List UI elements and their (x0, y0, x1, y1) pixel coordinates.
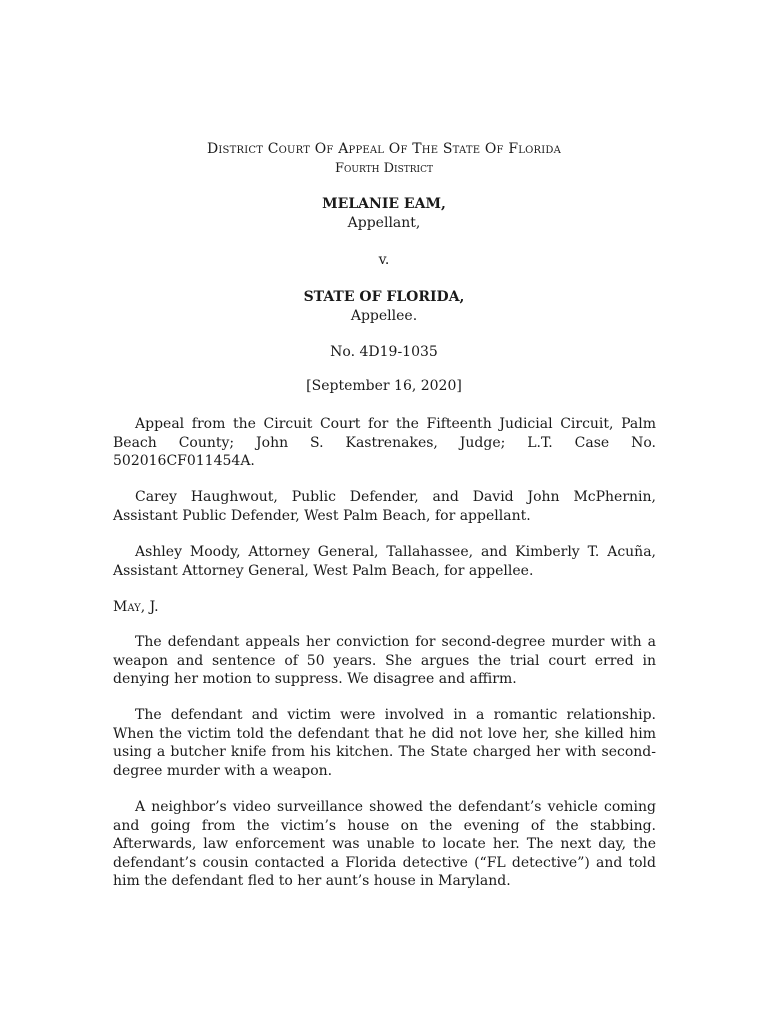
appellee-name: STATE OF FLORIDA, (303, 289, 465, 305)
counsel-appellee: Ashley Moody, Attorney General, Tallahassee, and Kimberly T. Acuña, Assistant Attorney General, West Palm Beach, for appellee. (113, 544, 656, 579)
opinion-author: May, J. (113, 599, 159, 615)
appellant-role: Appellant, (347, 215, 421, 231)
counsel-appellant: Carey Haughwout, Public Defender, and David John McPhernin, Assistant Public Defender, West Palm Beach, for appellant. (113, 489, 656, 524)
opinion-paragraph-3: A neighbor’s video surveillance showed the defendant’s vehicle coming and going from the victim’s house on the evening of the stabbing. Afterwards, law enforcement was unable to locate her. The next day, the defendant’s cousin contacted a Florida detective (“FL detective”) and told him the defendant fled to her aunt’s house in Maryland. (113, 799, 656, 889)
case-number: No. 4D19-1035 (330, 344, 438, 360)
decision-date: [September 16, 2020] (306, 378, 462, 394)
appeal-info: Appeal from the Circuit Court for the Fifteenth Judicial Circuit, Palm Beach County; John S. Kastrenakes, Judge; L.T. Case No. 502016CF011454A. (113, 416, 656, 469)
opinion-paragraph-1: The defendant appeals her conviction for second-degree murder with a weapon and sentence of 50 years. She argues the trial court erred in denying her motion to suppress. We disagree and affirm. (113, 634, 656, 687)
court-heading: District Court Of Appeal Of The State Of Florida (206, 141, 562, 157)
appellee-role: Appellee. (350, 308, 418, 324)
opinion-paragraph-2: The defendant and victim were involved in a romantic relationship. When the victim told the defendant that he did not love her, she killed him using a butcher knife from his kitchen. The State charged her with second-degree murder with a weapon. (113, 707, 656, 779)
versus-label: v. (378, 252, 390, 268)
appellant-name: MELANIE EAM, (322, 196, 446, 212)
district-heading: Fourth District (335, 161, 433, 176)
